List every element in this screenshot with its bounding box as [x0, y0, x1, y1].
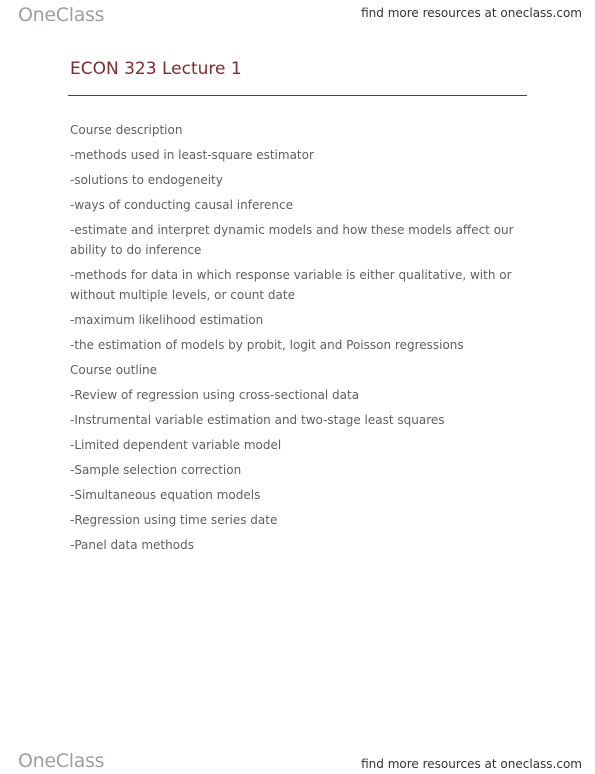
text-line: -methods used in least-square estimator [70, 148, 314, 162]
text-line: -Simultaneous equation models [70, 488, 261, 502]
document-title: ECON 323 Lecture 1 [70, 59, 242, 79]
logo-text: OneClass [18, 4, 105, 26]
text-line: -the estimation of models by probit, logit and Poisson regressions [70, 338, 464, 352]
text-line: -Panel data methods [70, 538, 194, 552]
text-line: -Review of regression using cross-sectional data [70, 388, 360, 402]
resources-link[interactable]: find more resources at oneclass.com [361, 757, 582, 771]
oneclass-logo[interactable] [18, 748, 104, 774]
section-heading-description: Course description [70, 123, 183, 137]
text-line: -Instrumental variable estimation and two-stage least squares [70, 413, 445, 427]
document-body [70, 120, 520, 560]
text-line: -Regression using time series date [70, 513, 278, 527]
section-heading-outline: Course outline [70, 363, 158, 377]
text-line: -maximum likelihood estimation [70, 313, 264, 327]
text-line: -solutions to endogeneity [70, 173, 223, 187]
text-line: -estimate and interpret dynamic models and how these models affect our ability to do inference [70, 223, 514, 257]
oneclass-logo[interactable] [18, 2, 104, 28]
logo-text: OneClass [18, 750, 105, 772]
text-line: -Sample selection correction [70, 463, 242, 477]
page-footer [0, 740, 595, 770]
text-line: -ways of conducting causal inference [70, 198, 293, 212]
text-line: -Limited dependent variable model [70, 438, 282, 452]
page-header [0, 0, 595, 30]
resources-link[interactable]: find more resources at oneclass.com [361, 6, 582, 20]
text-line: -methods for data in which response variable is either qualitative, with or without multiple levels, or count date [70, 268, 512, 302]
title-divider [68, 95, 527, 96]
